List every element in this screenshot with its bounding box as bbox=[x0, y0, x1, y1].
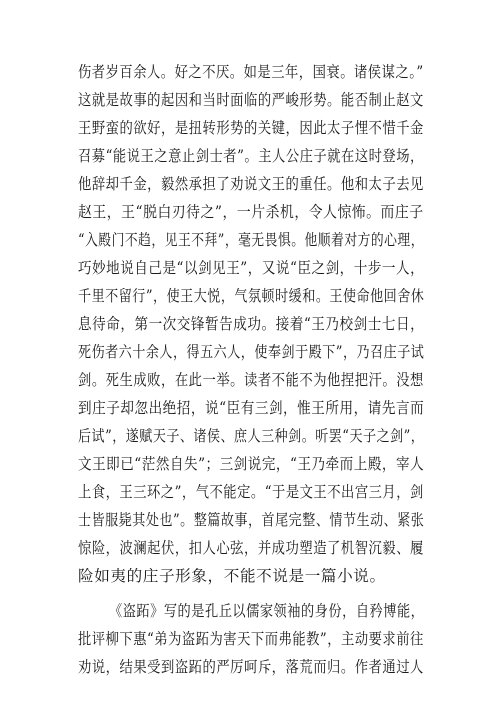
text-line: 召募“能说王之意止剑士者”。主人公庄子就在这时登场， bbox=[78, 147, 424, 165]
text-line: 死伤者六十余人，得五六人，使奉剑于殿下”，乃召庄子试 bbox=[78, 343, 425, 361]
text-line: 劝说，结果受到盗跖的严厉呵斥，落荒而归。作者通过人 bbox=[78, 658, 424, 676]
text-line: 文王即已“茫然自失”；三剑说完，“王乃牵而上殿，宰人 bbox=[78, 455, 425, 473]
text-line: 士皆服毙其处也”。整篇故事，首尾完整、情节生动、紧张 bbox=[78, 511, 425, 529]
text-line: 王野蛮的欲好，是扭转形势的关键，因此太子悝不惜千金 bbox=[78, 119, 424, 137]
text-line: 惊险，波澜起伏，扣人心弦，并成功塑造了机智沉毅、履 bbox=[78, 539, 424, 557]
text-line: 他辞却千金，毅然承担了劝说文王的重任。他和太子去见 bbox=[78, 175, 424, 193]
text-line: 剑。死生成败，在此一举。读者不能不为他捏把汗。没想 bbox=[78, 371, 424, 389]
text-line: 到庄子却忽出绝招，说“臣有三剑，惟王所用，请先言而 bbox=[78, 399, 425, 417]
text-line: 伤者岁百余人。好之不厌。如是三年，国衰。诸侯谋之。” bbox=[78, 63, 424, 81]
text-line: “入殿门不趋，见王不拜”，毫无畏惧。他顺着对方的心理， bbox=[78, 231, 424, 249]
text-line: 息待命，第一次交锋暂告成功。接着“王乃校剑士七日， bbox=[78, 315, 425, 333]
text-line: 批评柳下惠“弟为盗跖为害天下而弗能教”，主动要求前往 bbox=[78, 630, 424, 648]
text-line: 后试”，遂赋天子、诸侯、庶人三种剑。听罢“天子之剑”， bbox=[78, 427, 425, 445]
text-line: 险如夷的庄子形象，不能不说是一篇小说。 bbox=[78, 567, 386, 585]
text-line: 巧妙地说自己是“以剑见王”，又说“臣之剑，十步一人， bbox=[78, 259, 425, 277]
text-line: 《盗跖》写的是孔丘以儒家领袖的身份，自矜博能， bbox=[109, 602, 425, 620]
text-line: 赵王，王“脱白刃待之”，一片杀机，令人惊怖。而庄子 bbox=[78, 203, 424, 221]
text-line: 上食，王三环之”，气不能定。“于是文王不出宫三月，剑 bbox=[78, 483, 424, 501]
text-line: 这就是故事的起因和当时面临的严峻形势。能否制止赵文 bbox=[78, 91, 424, 109]
text-line: 千里不留行”，使王大悦，气氛顿时缓和。王使命他回舍休 bbox=[78, 287, 425, 305]
